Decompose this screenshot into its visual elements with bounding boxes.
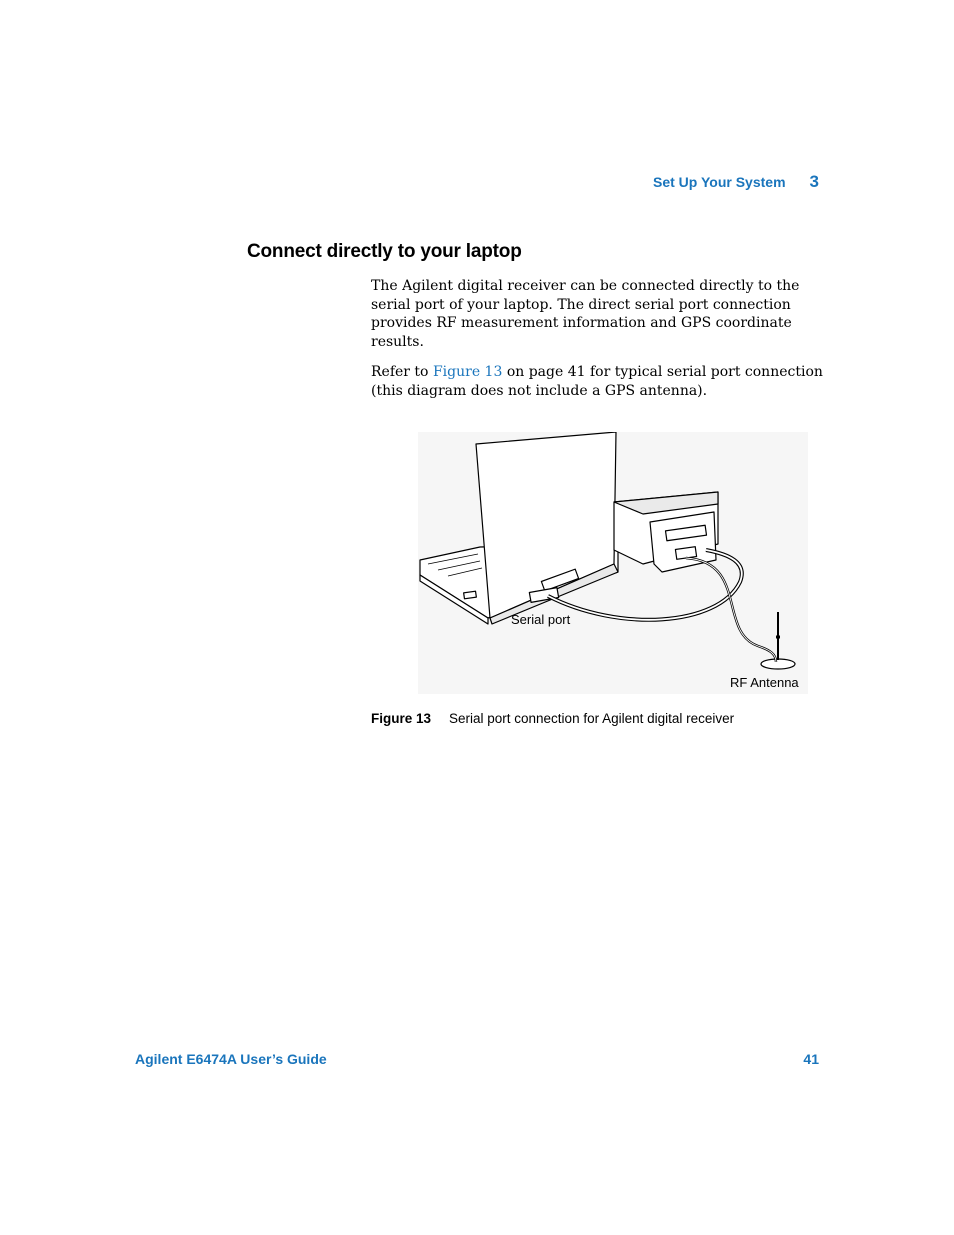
header-section-title: Set Up Your System <box>653 174 786 190</box>
header-chapter-number: 3 <box>809 172 819 191</box>
running-header <box>653 172 819 192</box>
label-serial-port: Serial port <box>511 612 571 627</box>
laptop-receiver-illustration <box>418 432 808 694</box>
paragraph-reference-after: on page 41 for typical serial port connection (this diagram does not include a GPS antenna). <box>371 364 823 399</box>
paragraph-intro: The Agilent digital receiver can be connected directly to the serial port of your laptop. The direct serial port connection provides RF measurement information and GPS coordinate results. <box>371 278 800 350</box>
footer-guide-title: Agilent E6474A User’s Guide <box>135 1051 327 1067</box>
caption-figure-number: Figure 13 <box>371 711 432 726</box>
figure-caption <box>371 711 734 726</box>
label-rf-antenna: RF Antenna <box>730 675 799 690</box>
figure-link[interactable]: Figure 13 <box>432 364 503 380</box>
footer-page-number: 41 <box>803 1051 819 1067</box>
paragraph-reference <box>371 363 826 400</box>
paragraph-reference-before: Refer to <box>371 364 433 380</box>
section-heading: Connect directly to your laptop <box>247 241 522 262</box>
antenna-base <box>761 659 795 669</box>
serial-connection-figure <box>418 432 808 694</box>
caption-text: Serial port connection for Agilent digital receiver <box>449 711 735 726</box>
